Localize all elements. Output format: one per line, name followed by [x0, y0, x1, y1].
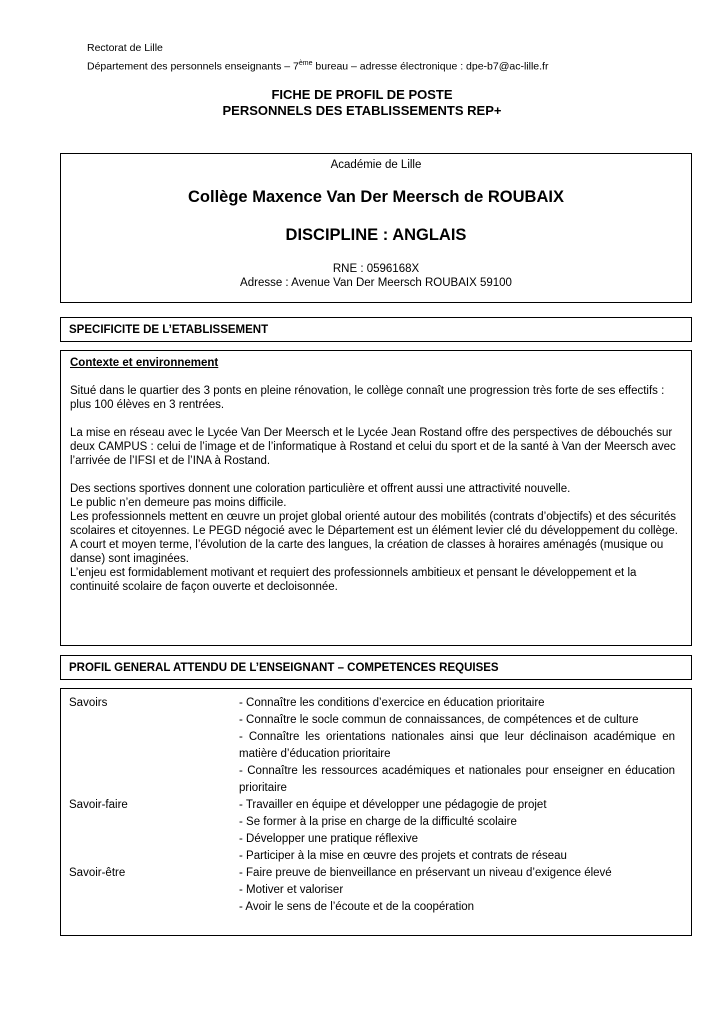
competence-item: - Connaître les orientations nationales ainsi que leur déclinaison académique en matière d’éducation prioritaire	[239, 731, 675, 760]
header-line-2-post: bureau – adresse électronique : dpe-b7@ac-lille.fr	[312, 60, 549, 73]
context-paragraph-3: Des sections sportives donnent une coloration particulière et offrent aussi une attractivité nouvelle.	[70, 483, 571, 495]
header	[87, 41, 548, 75]
context-paragraph-5: Les professionnels mettent en œuvre un projet global orienté autour des mobilités (contrats d’objectifs) et des sécurités scolaires et citoyennes. Le PEGD négocié avec le Département est un élément levier clé du développement du collège.	[70, 511, 678, 537]
context-subtitle: Contexte et environnement	[70, 357, 219, 369]
specificity-title-box	[60, 317, 692, 342]
document-title-line-1: FICHE DE PROFIL DE POSTE	[271, 87, 453, 102]
school-name: Collège Maxence Van Der Meersch de ROUBAIX	[188, 188, 564, 206]
header-line-1: Rectorat de Lille	[87, 42, 163, 54]
competence-item: - Avoir le sens de l’écoute et de la coopération	[239, 901, 475, 913]
context-paragraph-7: L’enjeu est formidablement motivant et requiert des professionnels ambitieux et pensant le développement et la continuité scolaire de façon ouverte et decloisonnée.	[70, 567, 637, 593]
competence-label: Savoir-faire	[69, 799, 128, 811]
competence-item: - Participer à la mise en œuvre des projets et contrats de réseau	[239, 850, 567, 862]
profile-title: PROFIL GENERAL ATTENDU DE L’ENSEIGNANT – COMPETENCES REQUISES	[69, 662, 499, 674]
competence-item: - Motiver et valoriser	[239, 884, 344, 896]
competence-label: Savoirs	[69, 697, 108, 709]
competence-item: - Faire preuve de bienveillance en préservant un niveau d’exigence élevé	[239, 867, 612, 879]
header-line-2	[87, 56, 548, 75]
rne-code: RNE : 0596168X	[332, 263, 420, 275]
competence-label: Savoir-être	[69, 867, 126, 879]
document-title-line-2: PERSONNELS DES ETABLISSEMENTS REP+	[222, 103, 502, 118]
header-line-2-pre: Département des personnels enseignants – 7	[87, 60, 299, 73]
academy-name: Académie de Lille	[330, 159, 422, 171]
specificity-title: SPECIFICITE DE L’ETABLISSEMENT	[69, 324, 269, 336]
school-box	[60, 153, 692, 303]
competence-item: - Développer une pratique réflexive	[239, 833, 418, 845]
context-paragraph-1: Situé dans le quartier des 3 ponts en pleine rénovation, le collège connaît une progression très forte de ses effectifs : plus 100 élèves en 3 rentrées.	[70, 385, 665, 411]
specificity-box	[60, 350, 692, 646]
competence-item: - Se former à la prise en charge de la difficulté scolaire	[239, 816, 517, 828]
competence-item: - Connaître le socle commun de connaissances, de compétences et de culture	[239, 714, 639, 726]
discipline: DISCIPLINE : ANGLAIS	[285, 226, 467, 244]
competence-item: - Travailler en équipe et développer une pédagogie de projet	[239, 799, 547, 811]
profile-box	[60, 688, 692, 936]
competence-item: - Connaître les ressources académiques et nationales pour enseigner en éducation prioritaire	[239, 765, 675, 794]
header-line-2-sup: ème	[298, 60, 313, 67]
competence-item: - Connaître les conditions d’exercice en éducation prioritaire	[239, 697, 545, 709]
profile-title-box	[60, 655, 692, 680]
context-paragraph-4: Le public n’en demeure pas moins difficile.	[70, 497, 287, 509]
context-paragraph-6: A court et moyen terme, l’évolution de la carte des langues, la création de classes à horaires aménagés (musique ou danse) sont imaginées.	[70, 539, 664, 565]
context-paragraph-2: La mise en réseau avec le Lycée Van Der Meersch et le Lycée Jean Rostand offre des perspectives de débouchés sur deux CAMPUS : celui de l’image et de l’informatique à Rostand et celui du sport et de la santé à Van der Meersch avec l’arrivée de l’IFSI et de l’INA à Rostand.	[70, 427, 676, 467]
school-address: Adresse : Avenue Van Der Meersch ROUBAIX 59100	[240, 277, 512, 289]
